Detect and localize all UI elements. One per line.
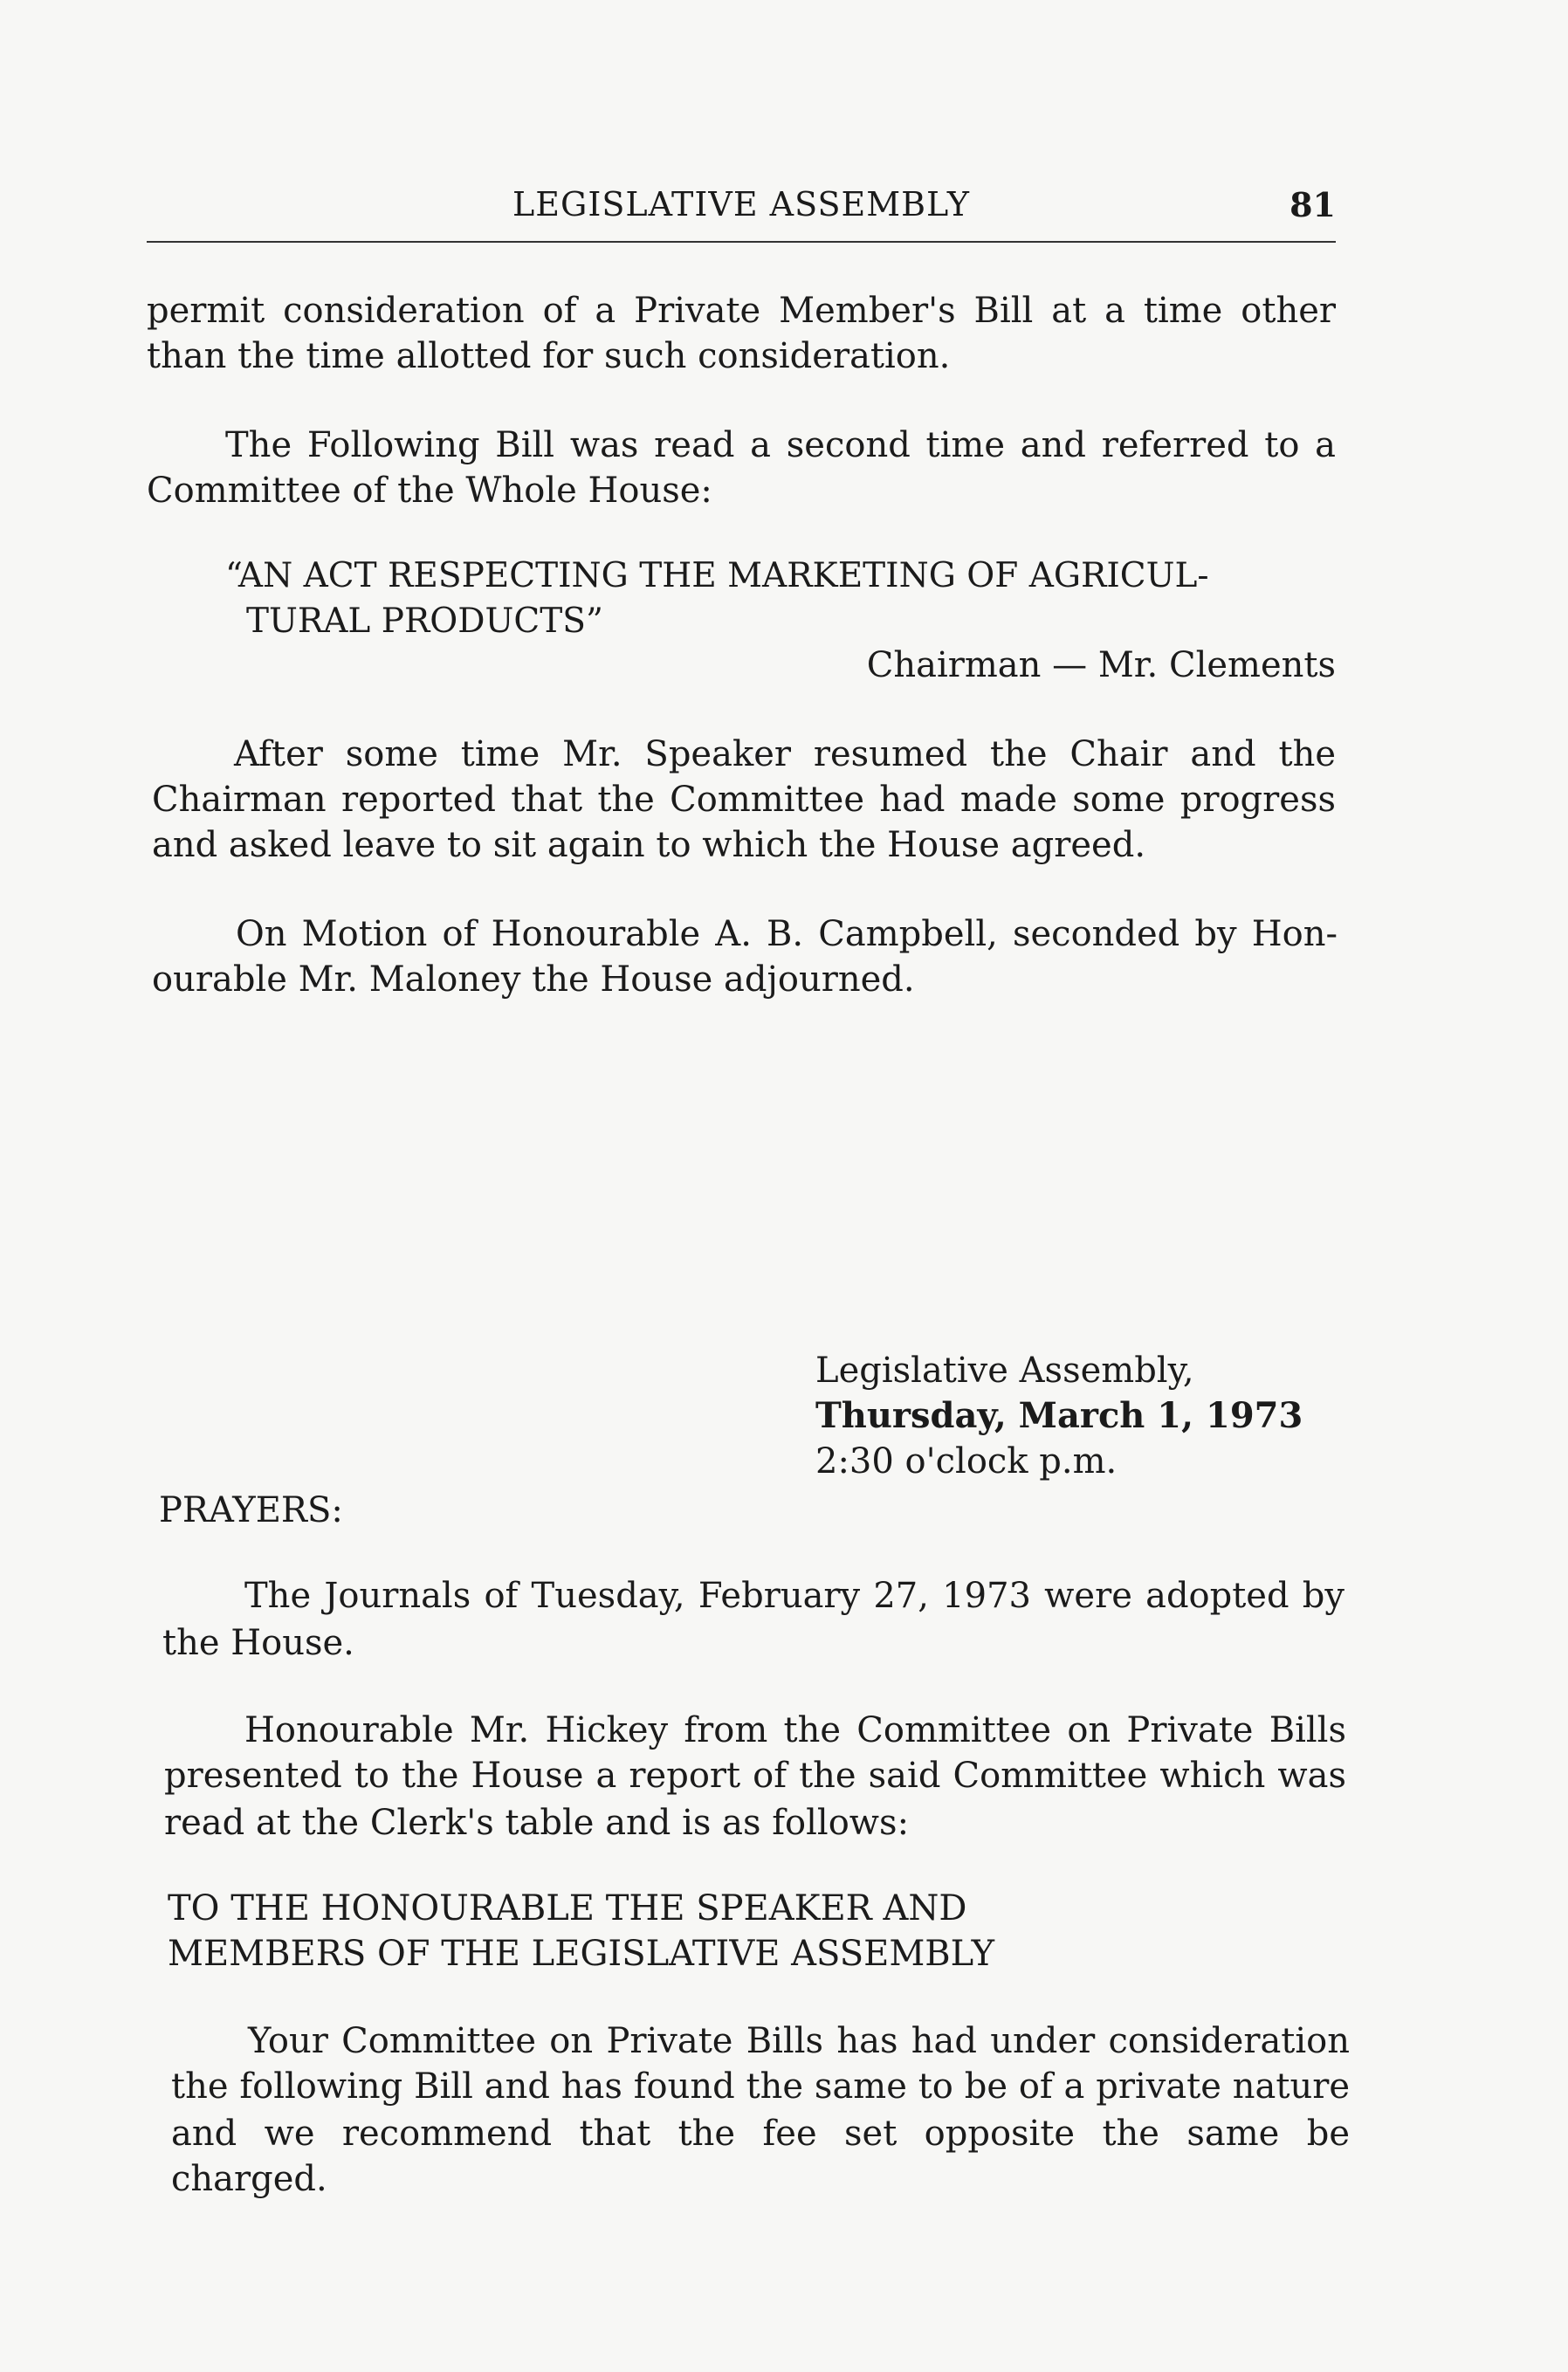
paragraph-line: read at the Clerk's table and is as follows: (164, 1803, 910, 1843)
page-number: 81 (1289, 185, 1336, 224)
paragraph-line: On Motion of Honourable A. B. Campbell, seconded by Hon- (236, 914, 1338, 954)
paragraph-line: Your Committee on Private Bills has had under consideration (248, 2021, 1350, 2061)
chairman-line: Chairman — Mr. Clements (866, 645, 1336, 685)
paragraph-line: than the time allotted for such consideration. (147, 336, 951, 376)
paragraph-line: the House. (162, 1623, 354, 1663)
address-line: MEMBERS OF THE LEGISLATIVE ASSEMBLY (168, 1934, 995, 1974)
paragraph-line: Chairman reported that the Committee had made some progress (152, 780, 1336, 820)
paragraph-line: and we recommend that the fee set opposite the same be charged. (171, 2114, 1350, 2199)
session-time: 2:30 o'clock p.m. (815, 1441, 1118, 1482)
session-place: Legislative Assembly, (815, 1351, 1194, 1391)
paragraph-line: ourable Mr. Maloney the House adjourned. (152, 959, 915, 1000)
address-line: TO THE HONOURABLE THE SPEAKER AND (168, 1888, 967, 1929)
paragraph-line: the following Bill and has found the same to be of a private nature (171, 2066, 1350, 2107)
bill-title-continued: TURAL PRODUCTS” (246, 602, 603, 641)
bill-title: “AN ACT RESPECTING THE MARKETING OF AGRICUL- (225, 556, 1209, 595)
running-title: LEGISLATIVE ASSEMBLY (512, 185, 970, 223)
paragraph-line: Committee of the Whole House: (147, 471, 712, 511)
session-date: Thursday, March 1, 1973 (815, 1395, 1303, 1436)
header-rule (147, 241, 1336, 243)
paragraph-line: presented to the House a report of the said Committee which was (164, 1756, 1346, 1796)
paragraph-line: Honourable Mr. Hickey from the Committee on Private Bills (244, 1710, 1346, 1750)
paragraph-line: permit consideration of a Private Member's Bill at a time other (147, 291, 1336, 331)
page-header (147, 185, 1336, 237)
paragraph-line: The Following Bill was read a second time and referred to a (225, 425, 1336, 465)
paragraph-line: The Journals of Tuesday, February 27, 1973 were adopted by (244, 1576, 1344, 1616)
prayers-heading: PRAYERS: (159, 1490, 343, 1530)
paragraph-line: and asked leave to sit again to which the House agreed. (152, 825, 1146, 865)
paragraph-line: After some time Mr. Speaker resumed the Chair and the (234, 734, 1336, 774)
